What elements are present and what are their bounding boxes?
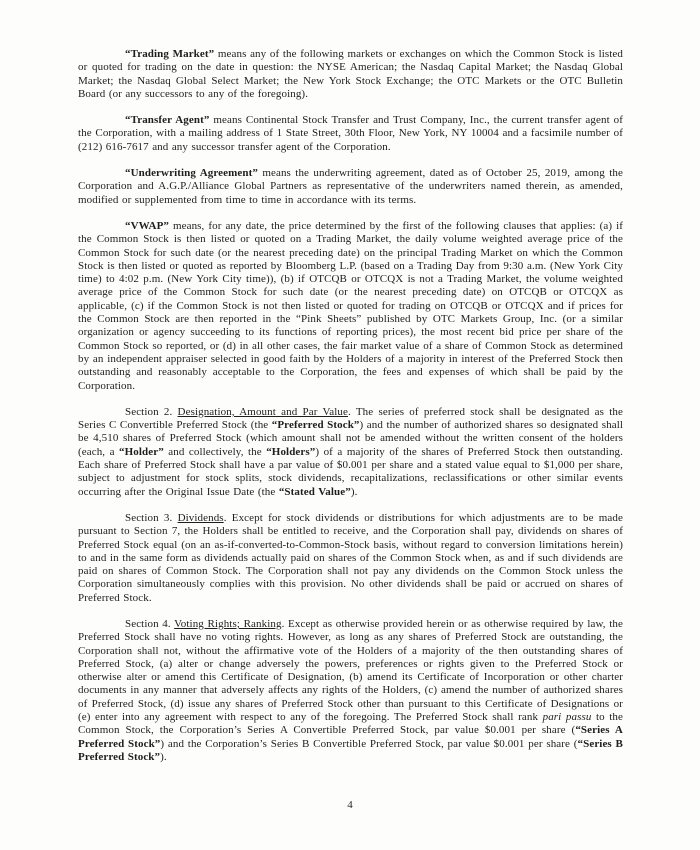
text-run-normal: . The series of preferred stock shall be designated as the Series C Convertible Preferred Stock (the [78, 405, 623, 432]
text-run-bold: “Holder” [119, 445, 164, 458]
page-number: 4 [347, 799, 353, 811]
text-run-bold: “Trading Market” [125, 48, 215, 60]
text-run-normal: ) of a majority of the shares of Preferred Stock then outstanding. Each share of Preferred Stock shall have a par value of $0.001 per share and a stated value equal to $1,000 per share, subject to adjustment for stock splits, stock dividends, recapitalizations, reclassifications or other similar events occurring after the Original Issue Date (the [78, 445, 623, 498]
text-run-bold: “Transfer Agent” [125, 114, 210, 127]
text-run-normal: means the underwriting agreement, dated as of October 25, 2019, among the Corporation and A.G.P./Alliance Global Partners as representative of the underwriters named therein, as amended, modified or supplemented from time to time in accordance with its terms. [78, 167, 623, 206]
document-content [78, 48, 623, 777]
text-run-normal: ). [160, 750, 167, 763]
text-run-bold: “Series B Preferred Stock” [78, 737, 623, 763]
section-2-designation-amount-par-value [78, 406, 623, 499]
text-run-normal: . Except for stock dividends or distributions for which adjustments are to be made pursuant to Section 7, the Holders shall be entitled to receive, and the Corporation shall pay, dividends on shares of Preferred Stock equal (on an as-if-converted-to-Common-Stock basis, without regard to conversion limitations herein) to and in the same form as dividends actually paid on shares of the Common Stock when, as and if such dividends are paid on shares of Common Stock. The Corporation shall not pay any dividends on the Common Stock unless the Corporation simultaneously complies with this provision. No other dividends shall be paid or accrued on shares of Preferred Stock. [78, 511, 623, 604]
text-run-bold: “Preferred Stock” [271, 419, 360, 432]
text-run-normal: . Except as otherwise provided herein or as otherwise required by law, the Preferred Stock shall have no voting rights. However, as long as any shares of Preferred Stock are outstanding, the Corporation shall not, without the affirmative vote of the Holders of a majority of the then outstanding shares of Preferred Stock, (a) alter or change adversely the powers, preferences or rights given to the Preferred Stock or otherwise alter or amend this Certificate of Designation, (b) amend its Certificate of Incorporation or other charter documents in any manner that adversely affects any rights of the Holders, (c) amend the number of authorized shares of Preferred Stock, (d) issue any shares of Preferred Stock other than pursuant to this Certificate of Designations or (e) enter into any agreement with respect to any of the foregoing. The Preferred Stock shall rank [78, 617, 623, 724]
text-run-italic: pari passu [542, 711, 592, 724]
definition-underwriting-agreement [78, 167, 623, 207]
text-run-normal: ) and the Corporation’s Series B Convertible Preferred Stock, par value $0.001 per share ( [160, 737, 578, 750]
text-run-underline: Designation, Amount and Par Value [177, 405, 348, 418]
text-run-normal: Section 4. [125, 617, 175, 630]
text-run-bold: “Stated Value” [278, 485, 351, 498]
text-run-normal: Section 3. [125, 511, 178, 524]
text-run-normal: ). [350, 485, 358, 498]
text-run-normal: and collectively, the [163, 445, 267, 458]
definition-trading-market [78, 48, 623, 101]
page-footer [0, 799, 700, 811]
text-run-normal: ) and the number of authorized shares so designated shall be 4,510 shares of Preferred Stock (which amount shall not be amended without the written consent of the holders (each, a [78, 419, 624, 458]
text-run-bold: “Holders” [266, 445, 316, 458]
definition-vwap [78, 220, 623, 393]
text-run-bold: “Underwriting Agreement” [125, 167, 258, 180]
text-run-normal: to the Common Stock, the Corporation’s Series A Convertible Preferred Stock, par value $0.001 per share ( [78, 711, 623, 737]
text-run-normal: means any of the following markets or exchanges on which the Common Stock is listed or quoted for trading on the date in question: the NYSE American; the Nasdaq Capital Market; the Nasdaq Global Market; the Nasdaq Global Select Market; the New York Stock Exchange; the OTC Markets or the OTC Bulletin Board (or any successors to any of the foregoing). [78, 48, 623, 100]
text-run-underline: Dividends [177, 511, 224, 524]
section-4-voting-rights-ranking [78, 618, 623, 764]
text-run-bold: “VWAP” [125, 219, 169, 232]
text-run-underline: Voting Rights; Ranking [174, 617, 282, 630]
text-run-normal: Section 2. [125, 405, 178, 418]
section-3-dividends [78, 512, 623, 605]
text-run-bold: “Series A Preferred Stock” [78, 724, 623, 750]
text-run-normal: means Continental Stock Transfer and Trust Company, Inc., the current transfer agent of the Corporation, with a mailing address of 1 State Street, 30th Floor, New York, NY 10004 and a facsimile number of (212) 616-7617 and any successor transfer agent of the Corporation. [78, 114, 623, 153]
text-run-normal: means, for any date, the price determined by the first of the following clauses that applies: (a) if the Common Stock is then listed or quoted on a Trading Market, the daily volume weighted average price of the Common Stock for such date (or the nearest preceding date) on the principal Trading Market on which the Common Stock is then listed or quoted as reported by Bloomberg L.P. (based on a Trading Day from 9:30 a.m. (New York City time) to 4:02 p.m. (New York City time)), (b) if OTCQB or OTCQX is not a Trading Market, the volume weighted average price of the Common Stock for such date (or the nearest preceding date) on OTCQB or OTCQX as applicable, (c) if the Common Stock is not then listed or quoted for trading on OTCQB or OTCQX and if prices for the Common Stock are then reported in the “Pink Sheets” published by OTC Markets Group, Inc. (or a similar organization or agency succeeding to its functions of reporting prices), the most recent bid price per share of the Common Stock so reported, or (d) in all other cases, the fair market value of a share of Common Stock as determined by an independent appraiser selected in good faith by the Holders of a majority in interest of the Preferred Stock then outstanding and reasonably acceptable to the Corporation, the fees and expenses of which shall be paid by the Corporation. [78, 219, 623, 392]
definition-transfer-agent [78, 114, 623, 154]
